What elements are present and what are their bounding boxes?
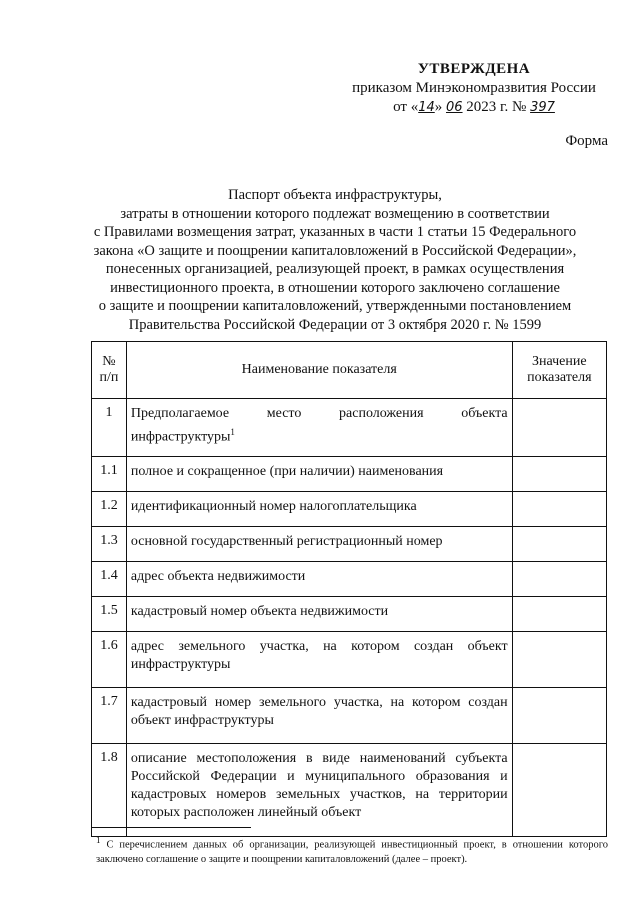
row-num: 1.4 [92,562,127,597]
order-day: 14 [418,100,435,115]
row-value [512,562,606,597]
row-value [512,399,606,457]
header-name: Наименование показателя [126,342,512,399]
table-row [92,492,607,527]
row-value [512,527,606,562]
footnote-ref: 1 [230,427,235,437]
footnote [96,833,608,867]
approval-title: УТВЕРЖДЕНА [417,61,531,77]
table-row [92,744,607,837]
header-value: Значение показателя [512,342,606,399]
table-row [92,562,607,597]
passport-table [91,341,607,837]
footnote-divider [91,827,251,828]
header-num: № п/п [92,342,127,399]
row-name: полное и сокращенное (при наличии) наименования [126,457,512,492]
row-value [512,744,606,837]
row-num: 1 [92,399,127,457]
order-date-line: от «14» 06 2023 г. № 397 [393,99,555,115]
order-number: 397 [530,100,555,115]
row-name: идентификационный номер налогоплательщика [126,492,512,527]
row-name: описание местоположения в виде наименований субъекта Российской Федерации и муниципального образования и кадастровых номеров земельных участков, на территории которых расположен линейный объект [126,744,512,837]
row-value [512,632,606,688]
row-num: 1.8 [92,744,127,837]
table-row [92,632,607,688]
row-name: адрес объекта недвижимости [126,562,512,597]
footnote-text: С перечислением данных об организации, реализующей инвестиционный проект, в отношении которого заключено соглашение о защите и поощрении капиталовложений (далее – проект). [96,839,608,865]
row-value [512,597,606,632]
row-name: адрес земельного участка, на котором создан объект инфраструктуры [126,632,512,688]
row-value [512,457,606,492]
row-name: кадастровый номер земельного участка, на котором создан объект инфраструктуры [126,688,512,744]
row-name: основной государственный регистрационный номер [126,527,512,562]
row-name: кадастровый номер объекта недвижимости [126,597,512,632]
row-num: 1.7 [92,688,127,744]
row-num: 1.5 [92,597,127,632]
row-value [512,688,606,744]
approval-block [344,60,604,117]
table-row [92,399,607,457]
footnote-mark: 1 [96,835,101,845]
table-row [92,457,607,492]
table-row [92,597,607,632]
table-row [92,527,607,562]
row-value [512,492,606,527]
order-month: 06 [446,100,463,115]
row-name: Предполагаемое место расположения объекта инфраструктуры$^1$ [126,399,512,457]
row-num: 1.1 [92,457,127,492]
row-num: 1.3 [92,527,127,562]
row-num: 1.2 [92,492,127,527]
table-header-row [92,342,607,399]
order-reference: приказом Минэкономразвития России [352,80,596,96]
table-row [92,688,607,744]
row-num: 1.6 [92,632,127,688]
document-title: Паспорт объекта инфраструктуры, затраты в отношении которого подлежат возмещению в соответствии с Правилами возмещения затрат, указанных в части 1 статьи 15 Федерального закона «О защите и поощрении капиталовложений в Российской Федерации», понесенных организацией, реализующей проект, в рамках осуществления инвестиционного проекта, в отношении которого заключено соглашение о защите и поощрении капиталовложений, утвержденными постановлением Правительства Российской Федерации от 3 октября 2020 г. № 1599 [93,187,577,333]
form-label: Форма [565,133,608,149]
